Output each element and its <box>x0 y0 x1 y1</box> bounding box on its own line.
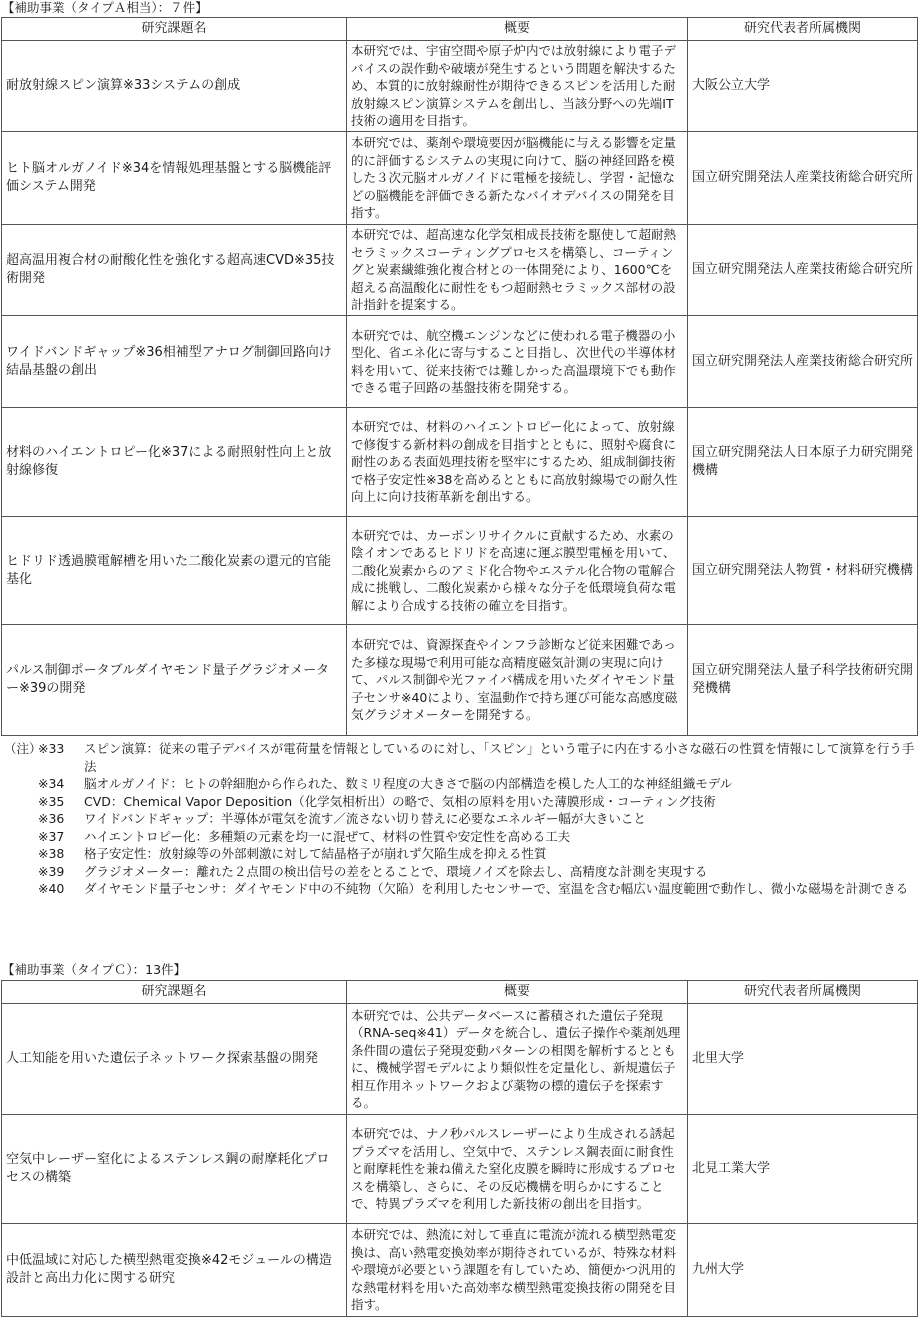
research-summary: 本研究では、宇宙空間や原子炉内では放射線により電子デバイスの誤作動や破壊が発生するという問題を解決するため、本質的に放射線耐性が期待できるスピンを活用した耐放射線スピン演算システムを創出し、当該分野への先端IT技術の適用を目指す。 <box>347 41 688 132</box>
table-row <box>2 625 918 736</box>
research-title: 材料のハイエントロピー化※37による耐照射性向上と放射線修復 <box>2 408 347 517</box>
table-header-row <box>2 981 918 1004</box>
research-summary: 本研究では、薬剤や環境要因が脳機能に与える影響を定量的に評価するシステムの実現に向けて、脳の神経回路を模した３次元脳オルガノイドに電極を接続し、学習・記憶などの脳機能を評価できる新たなバイオデバイスの開発を目指す。 <box>347 132 688 225</box>
column-header-institution: 研究代表者所属機関 <box>688 18 918 41</box>
footnote-item <box>4 828 918 846</box>
research-title: 中低温域に対応した横型熱電変換※42モジュールの構造設計と高出力化に関する研究 <box>2 1224 347 1317</box>
institution: 国立研究開発法人量子科学技術研究開発機構 <box>688 625 918 736</box>
column-header-summary: 概要 <box>347 981 688 1004</box>
institution: 国立研究開発法人日本原子力研究開発機構 <box>688 408 918 517</box>
table-type-c <box>1 980 918 1317</box>
footnote-mark: ※39 <box>38 863 65 879</box>
institution: 北里大学 <box>688 1004 918 1115</box>
table-header-row <box>2 18 918 41</box>
footnote-item <box>4 845 918 863</box>
research-title: ヒト脳オルガノイド※34を情報処理基盤とする脳機能評価システム開発 <box>2 132 347 225</box>
institution: 国立研究開発法人産業技術総合研究所 <box>688 132 918 225</box>
footnote-mark: ※37 <box>38 828 65 844</box>
research-summary: 本研究では、公共データベースに蓄積された遺伝子発現（RNA-seq※41）データを統合し、遺伝子操作や薬剤処理条件間の遺伝子発現変動パターンの相関を解析するとともに、機械学習モデルにより類似性を定量化し、新規遺伝子相互作用ネットワークおよび薬物の標的遺伝子を探索する。 <box>347 1004 688 1115</box>
research-title: ヒドリド透過膜電解槽を用いた二酸化炭素の還元的官能基化 <box>2 517 347 625</box>
column-header-title: 研究課題名 <box>2 981 347 1004</box>
research-summary: 本研究では、資源探査やインフラ診断など従来困難であった多様な現場で利用可能な高精度磁気計測の実現に向けて、パルス制御や光ファイバ構成を用いたダイヤモンド量子センサ※40により、室温動作で持ち運び可能な高感度磁気グラジオメーターを開発する。 <box>347 625 688 736</box>
table-row <box>2 132 918 225</box>
table-row <box>2 316 918 408</box>
table-row <box>2 1004 918 1115</box>
institution: 国立研究開発法人産業技術総合研究所 <box>688 316 918 408</box>
research-title: 空気中レーザー窒化によるステンレス鋼の耐摩耗化プロセスの構築 <box>2 1115 347 1224</box>
institution: 九州大学 <box>688 1224 918 1317</box>
footnote-item <box>4 880 918 898</box>
footnote-text: スピン演算：従来の電子デバイスが電荷量を情報としているのに対し、「スピン」という電子に内在する小さな磁石の性質を情報にして演算を行う手法 <box>84 741 915 774</box>
footnote-item <box>4 793 918 811</box>
column-header-summary: 概要 <box>347 18 688 41</box>
table-row <box>2 41 918 132</box>
footnote-item <box>4 863 918 881</box>
research-title: パルス制御ポータブルダイヤモンド量子グラジオメーター※39の開発 <box>2 625 347 736</box>
footnote-mark: ※40 <box>38 881 65 896</box>
research-summary: 本研究では、熱流に対して垂直に電流が流れる横型熱電変換は、高い熱電変換効率が期待されているが、特殊な材料や環境が必要という課題を有していため、簡便かつ汎用的な熱電材料を用いた高効率な横型熱電変換技術の開発を目指す。 <box>347 1224 688 1317</box>
research-summary: 本研究では、超高速な化学気相成長技術を駆使して超耐熱セラミックスコーティングプロセスを構築し、コーティングと炭素繊維強化複合材との一体開発により、1600℃を超える高温酸化に耐性をもつ超耐熱セラミックス部材の設計指針を提案する。 <box>347 225 688 316</box>
table-type-a <box>1 17 918 736</box>
institution: 国立研究開発法人物質・材料研究機構 <box>688 517 918 625</box>
institution: 北見工業大学 <box>688 1115 918 1224</box>
research-title: ワイドバンドギャップ※36相補型アナログ制御回路向け結晶基盤の創出 <box>2 316 347 408</box>
footnote-mark: ※38 <box>38 846 65 861</box>
table-row <box>2 225 918 316</box>
column-header-institution: 研究代表者所属機関 <box>688 981 918 1004</box>
footnote-mark: ※34 <box>38 776 65 791</box>
table-row <box>2 408 918 517</box>
research-title: 超高温用複合材の耐酸化性を強化する超高速CVD※35技術開発 <box>2 225 347 316</box>
footnote-text: グラジオメーター：離れた２点間の検出信号の差をとることで、環境ノイズを除去し、高精度な計測を実現する <box>84 863 708 879</box>
footnote-lead: （注） <box>4 741 42 756</box>
table-row <box>2 517 918 625</box>
footnote-item <box>4 740 918 775</box>
footnote-text: 脳オルガノイド：ヒトの幹細胞から作られた、数ミリ程度の大きさで脳の内部構造を模した人工的な神経組織モデル <box>84 776 733 791</box>
table-row <box>2 1224 918 1317</box>
footnote-text: ダイヤモンド量子センサ：ダイヤモンド中の不純物（欠陥）を利用したセンサーで、室温を含む幅広い温度範囲で動作し、微小な磁場を計測できる <box>84 881 909 896</box>
research-summary: 本研究では、ナノ秒パルスレーザーにより生成される誘起プラズマを活用し、空気中で、ステンレス鋼表面に耐食性と耐摩耗性を兼ね備えた窒化皮膜を瞬時に形成するプロセスを構築し、さらに、その反応機構を明らかにすることで、特異プラズマを利用した新技術の創出を目指す。 <box>347 1115 688 1224</box>
research-summary: 本研究では、カーボンリサイクルに貢献するため、水素の陰イオンであるヒドリドを高速に運ぶ膜型電極を用いて、二酸化炭素からのアミド化合物やエステル化合物の電解合成に挑戦し、二酸化炭素から様々な分子を低環境負荷な電解により合成する技術の確立を目指す。 <box>347 517 688 625</box>
institution: 大阪公立大学 <box>688 41 918 132</box>
section-a-title: 【補助事業（タイプＡ相当）：７件】 <box>2 0 208 15</box>
institution: 国立研究開発法人産業技術総合研究所 <box>688 225 918 316</box>
column-header-title: 研究課題名 <box>2 18 347 41</box>
research-title: 耐放射線スピン演算※33システムの創成 <box>2 41 347 132</box>
footnotes <box>4 740 918 898</box>
footnote-item <box>4 810 918 828</box>
research-summary: 本研究では、材料のハイエントロピー化によって、放射線で修復する新材料の創成を目指すとともに、照射や腐食に耐性のある表面処理技術を堅牢にするため、組成制御技術で格子安定性※38を高めるとともに高放射線場での耐久性向上に向け技術革新を創出する。 <box>347 408 688 517</box>
footnote-item <box>4 775 918 793</box>
footnote-mark: ※35 <box>38 793 65 809</box>
footnote-mark: ※36 <box>38 811 65 826</box>
footnote-text: ワイドバンドギャップ：半導体が電気を流す／流さない切り替えに必要なエネルギー幅が大きいこと <box>84 811 646 826</box>
footnote-text: CVD：Chemical Vapor Deposition（化学気相析出）の略で、気相の原料を用いた薄膜形成・コーティング技術 <box>84 793 716 809</box>
footnote-text: 格子安定性：放射線等の外部刺激に対して結晶格子が崩れず欠陥生成を抑える性質 <box>84 846 547 861</box>
section-c-title: 【補助事業（タイプＣ）：13件】 <box>2 962 187 977</box>
research-title: 人工知能を用いた遺伝子ネットワーク探索基盤の開発 <box>2 1004 347 1115</box>
research-summary: 本研究では、航空機エンジンなどに使われる電子機器の小型化、省エネ化に寄与すること目指し、次世代の半導体材料を用いて、従来技術では難しかった高温環境下でも動作できる電子回路の基盤技術を開発する。 <box>347 316 688 408</box>
footnote-mark: ※33 <box>38 741 65 756</box>
footnote-text: ハイエントロピー化：多種類の元素を均一に混ぜて、材料の性質や安定性を高める工夫 <box>84 828 571 844</box>
table-row <box>2 1115 918 1224</box>
